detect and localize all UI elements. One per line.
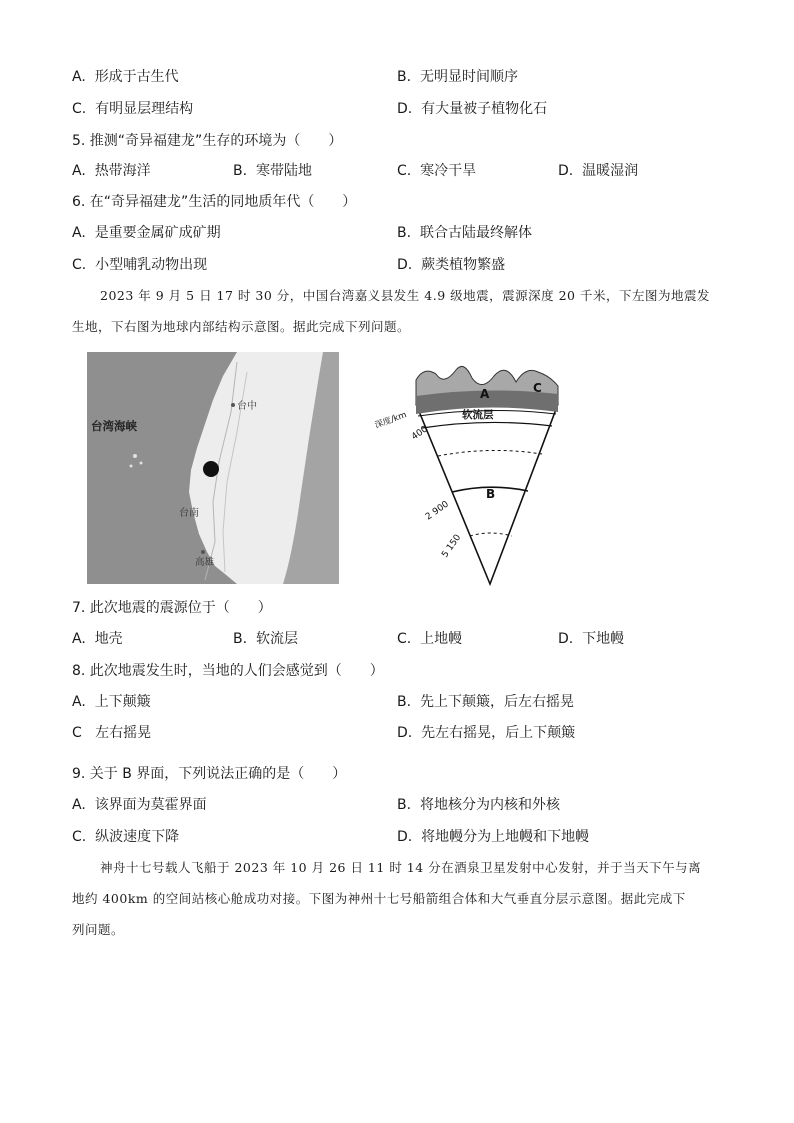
passage-shenzhou <box>72 852 722 945</box>
earth-interior-diagram <box>366 352 566 587</box>
map-island-3 <box>130 465 133 468</box>
map-island-1 <box>133 454 137 458</box>
q7-option-b: B. 软流层 <box>233 631 298 647</box>
passage-earthquake <box>72 280 722 342</box>
q6-stem: 6. 在“奇异福建龙”生活的同地质年代（ ） <box>72 194 357 210</box>
q8-stem: 8. 此次地震发生时，当地的人们会感觉到（ ） <box>72 663 384 679</box>
label-c: C <box>533 381 542 395</box>
city-marker-kaohsiung <box>201 550 205 554</box>
q4-option-d: D. 有大量被子植物化石 <box>397 101 548 117</box>
q7-option-d: D. 下地幔 <box>558 631 625 647</box>
city-label-taichung: 台中 <box>237 401 257 412</box>
q9-option-d: D. 将地幔分为上地幔和下地幔 <box>397 829 590 845</box>
q7-option-c: C. 上地幔 <box>397 631 463 647</box>
q9-option-b: B. 将地核分为内核和外核 <box>397 797 560 813</box>
label-depth-400: 400 <box>409 424 430 443</box>
q6-option-d: D. 蕨类植物繁盛 <box>397 257 506 273</box>
label-depth-2900: 2 900 <box>423 499 451 523</box>
boundary-400 <box>422 422 552 428</box>
city-marker-taichung <box>231 403 235 407</box>
q8-option-c: C 左右摇晃 <box>72 725 152 741</box>
q6-option-b: B. 联合古陆最终解体 <box>397 225 532 241</box>
q5-option-b: B. 寒带陆地 <box>233 163 312 179</box>
passage-earthquake-line2: 生地，下右图为地球内部结构示意图。据此完成下列问题。 <box>72 319 411 334</box>
q8-option-a: A. 上下颠簸 <box>72 694 151 710</box>
city-label-tainan: 台南 <box>179 508 199 519</box>
q7-stem: 7. 此次地震的震源位于（ ） <box>72 600 272 616</box>
label-depth-unit: 深度/km <box>373 410 409 431</box>
q4-option-a: A. 形成于古生代 <box>72 69 179 85</box>
passage-shenzhou-line1: 神舟十七号载人飞船于 2023 年 10 月 26 日 11 时 14 分在酒泉卫星发射中心发射，并于当天下午与离 <box>100 860 702 875</box>
q6-option-a: A. 是重要金属矿成矿期 <box>72 225 221 241</box>
q4-option-b: B. 无明显时间顺序 <box>397 69 518 85</box>
q5-option-c: C. 寒冷干旱 <box>397 163 477 179</box>
q4-option-c: C. 有明显层理结构 <box>72 101 194 117</box>
label-depth-5150: 5 150 <box>440 532 464 560</box>
q9-option-a: A. 该界面为莫霍界面 <box>72 797 207 813</box>
boundary-5150 <box>470 533 512 536</box>
taiwan-map <box>87 352 339 584</box>
q9-stem: 9. 关于 B 界面，下列说法正确的是（ ） <box>72 766 347 782</box>
q5-option-a: A. 热带海洋 <box>72 163 151 179</box>
strait-label: 台湾海峡 <box>91 419 137 433</box>
q7-option-a: A. 地壳 <box>72 631 123 647</box>
map-island-2 <box>140 462 143 465</box>
label-a: A <box>480 387 490 401</box>
passage-shenzhou-line3: 列问题。 <box>72 922 125 937</box>
q5-stem: 5. 推测“奇异福建龙”生存的环境为（ ） <box>72 133 343 149</box>
q8-option-b: B. 先上下颠簸，后左右摇晃 <box>397 694 574 710</box>
label-b: B <box>486 487 496 501</box>
passage-earthquake-line1: 2023 年 9 月 5 日 17 时 30 分，中国台湾嘉义县发生 4.9 级地震，震源深度 20 千米，下左图为地震发 <box>100 288 710 303</box>
q5-option-d: D. 温暖湿润 <box>558 163 639 179</box>
q6-option-c: C. 小型哺乳动物出现 <box>72 257 208 273</box>
label-asthenosphere: 软流层 <box>462 409 494 421</box>
boundary-dashed-upper <box>438 450 542 456</box>
epicenter-marker <box>203 461 219 477</box>
q8-option-d: D. 先左右摇晃，后上下颠簸 <box>397 725 576 741</box>
passage-shenzhou-line2: 地约 400km 的空间站核心舱成功对接。下图为神州十七号船箭组合体和大气垂直分层示意图。据此完成下 <box>72 891 686 906</box>
q9-option-c: C. 纵波速度下降 <box>72 829 180 845</box>
city-label-kaohsiung: 高雄 <box>195 557 215 568</box>
